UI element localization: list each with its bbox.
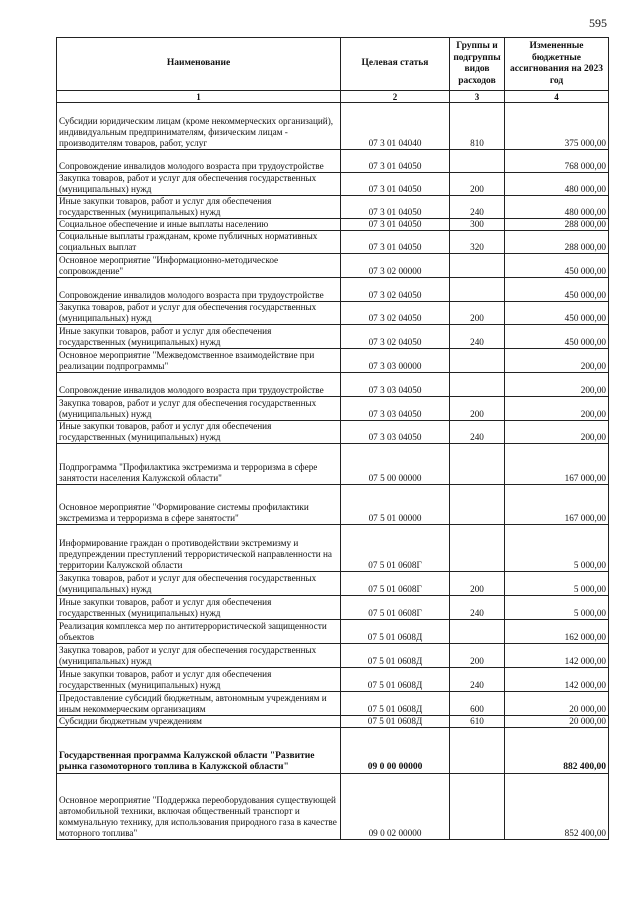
row-name: Иные закупки товаров, работ и услуг для обеспечения государственных (муниципальных) нужд bbox=[57, 196, 341, 219]
row-amount: 167 000,00 bbox=[505, 485, 609, 525]
row-code: 07 5 01 0608Д bbox=[341, 644, 450, 668]
row-code: 07 5 00 00000 bbox=[341, 444, 450, 485]
row-amount: 852 400,00 bbox=[505, 774, 609, 840]
row-amount: 882 400,00 bbox=[505, 728, 609, 774]
table-row bbox=[57, 716, 609, 728]
row-code: 07 3 01 04040 bbox=[341, 103, 450, 150]
budget-table bbox=[56, 37, 609, 840]
row-group: 200 bbox=[450, 572, 505, 596]
row-group bbox=[450, 349, 505, 373]
row-name: Основное мероприятие "Межведомственное взаимодействие при реализации подпрограммы" bbox=[57, 349, 341, 373]
row-amount: 288 000,00 bbox=[505, 219, 609, 231]
row-group: 200 bbox=[450, 644, 505, 668]
row-name: Субсидии юридическим лицам (кроме некоммерческих организаций), индивидуальным предпринимателям, физическим лицам - производителям товаров, работ, услуг bbox=[57, 103, 341, 150]
row-code: 07 3 01 04050 bbox=[341, 196, 450, 219]
table-row bbox=[57, 302, 609, 325]
row-group: 200 bbox=[450, 173, 505, 196]
row-code: 07 3 02 00000 bbox=[341, 254, 450, 278]
row-name: Основное мероприятие "Поддержка переоборудования существующей автомобильной техники, включая общественный транспорт и коммунальную технику, для использования природного газа в качестве моторного топлива" bbox=[57, 774, 341, 840]
row-code: 07 3 01 04050 bbox=[341, 231, 450, 254]
row-amount: 450 000,00 bbox=[505, 278, 609, 302]
page-number: 595 bbox=[589, 16, 607, 30]
row-name: Закупка товаров, работ и услуг для обеспечения государственных (муниципальных) нужд bbox=[57, 644, 341, 668]
table-row bbox=[57, 485, 609, 525]
column-number: 1 bbox=[57, 91, 341, 103]
row-name: Иные закупки товаров, работ и услуг для обеспечения государственных (муниципальных) нужд bbox=[57, 668, 341, 692]
row-group: 200 bbox=[450, 302, 505, 325]
row-code: 07 3 02 04050 bbox=[341, 325, 450, 349]
row-group: 240 bbox=[450, 421, 505, 444]
table-row bbox=[57, 219, 609, 231]
row-amount: 450 000,00 bbox=[505, 302, 609, 325]
row-name: Подпрограмма "Профилактика экстремизма и терроризма в сфере занятости населения Калужской области" bbox=[57, 444, 341, 485]
row-group: 240 bbox=[450, 596, 505, 620]
row-group bbox=[450, 278, 505, 302]
table-row bbox=[57, 572, 609, 596]
header-name: Наименование bbox=[57, 38, 341, 91]
row-amount: 142 000,00 bbox=[505, 644, 609, 668]
row-code: 07 5 01 0608Г bbox=[341, 525, 450, 572]
row-group: 240 bbox=[450, 668, 505, 692]
row-name: Основное мероприятие "Формирование системы профилактики экстремизма и терроризма в сфере занятости" bbox=[57, 485, 341, 525]
row-name: Основное мероприятие "Информационно-методическое сопровождение" bbox=[57, 254, 341, 278]
row-amount: 20 000,00 bbox=[505, 692, 609, 716]
row-code: 07 3 01 04050 bbox=[341, 150, 450, 173]
row-amount: 142 000,00 bbox=[505, 668, 609, 692]
row-group: 810 bbox=[450, 103, 505, 150]
row-amount: 200,00 bbox=[505, 397, 609, 421]
row-amount: 167 000,00 bbox=[505, 444, 609, 485]
row-name: Государственная программа Калужской области "Развитие рынка газомоторного топлива в Калужской области" bbox=[57, 728, 341, 774]
row-code: 07 5 01 0608Г bbox=[341, 596, 450, 620]
row-name: Социальное обеспечение и иные выплаты населению bbox=[57, 219, 341, 231]
row-amount: 450 000,00 bbox=[505, 325, 609, 349]
header-expense-groups: Группы и подгруппы видов расходов bbox=[450, 38, 505, 91]
row-amount: 768 000,00 bbox=[505, 150, 609, 173]
row-name: Сопровождение инвалидов молодого возраста при трудоустройстве bbox=[57, 373, 341, 397]
row-code: 07 3 01 04050 bbox=[341, 219, 450, 231]
table-row bbox=[57, 774, 609, 840]
row-group bbox=[450, 444, 505, 485]
table-row bbox=[57, 278, 609, 302]
row-code: 07 3 03 04050 bbox=[341, 373, 450, 397]
row-name: Субсидии бюджетным учреждениям bbox=[57, 716, 341, 728]
table-row bbox=[57, 596, 609, 620]
row-group bbox=[450, 485, 505, 525]
table-row bbox=[57, 397, 609, 421]
row-amount: 480 000,00 bbox=[505, 173, 609, 196]
table-row bbox=[57, 444, 609, 485]
table-row bbox=[57, 421, 609, 444]
row-amount: 375 000,00 bbox=[505, 103, 609, 150]
column-number-row bbox=[57, 91, 609, 103]
row-amount: 200,00 bbox=[505, 373, 609, 397]
row-group: 240 bbox=[450, 325, 505, 349]
row-name: Закупка товаров, работ и услуг для обеспечения государственных (муниципальных) нужд bbox=[57, 173, 341, 196]
row-group: 320 bbox=[450, 231, 505, 254]
table-row bbox=[57, 325, 609, 349]
row-amount: 480 000,00 bbox=[505, 196, 609, 219]
row-name: Иные закупки товаров, работ и услуг для обеспечения государственных (муниципальных) нужд bbox=[57, 325, 341, 349]
row-code: 07 3 03 04050 bbox=[341, 421, 450, 444]
row-name: Реализация комплекса мер по антитеррористической защищенности объектов bbox=[57, 620, 341, 644]
row-amount: 162 000,00 bbox=[505, 620, 609, 644]
table-row bbox=[57, 231, 609, 254]
row-amount: 5 000,00 bbox=[505, 525, 609, 572]
row-amount: 450 000,00 bbox=[505, 254, 609, 278]
row-code: 07 5 01 00000 bbox=[341, 485, 450, 525]
column-number: 2 bbox=[341, 91, 450, 103]
row-name: Социальные выплаты гражданам, кроме публичных нормативных социальных выплат bbox=[57, 231, 341, 254]
row-group bbox=[450, 373, 505, 397]
table-row-program bbox=[57, 728, 609, 774]
row-code: 07 3 02 04050 bbox=[341, 278, 450, 302]
row-group: 240 bbox=[450, 196, 505, 219]
row-group bbox=[450, 254, 505, 278]
row-group: 610 bbox=[450, 716, 505, 728]
table-row bbox=[57, 103, 609, 150]
column-number: 3 bbox=[450, 91, 505, 103]
row-group: 200 bbox=[450, 397, 505, 421]
row-name: Информирование граждан о противодействии экстремизму и предупреждении преступлений террористической направленности на территории Калужской области bbox=[57, 525, 341, 572]
row-name: Предоставление субсидий бюджетным, автономным учреждениям и иным некоммерческим организациям bbox=[57, 692, 341, 716]
table-row bbox=[57, 349, 609, 373]
row-code: 07 3 03 04050 bbox=[341, 397, 450, 421]
row-amount: 5 000,00 bbox=[505, 596, 609, 620]
table-row bbox=[57, 620, 609, 644]
table-header-row bbox=[57, 38, 609, 91]
row-amount: 20 000,00 bbox=[505, 716, 609, 728]
row-amount: 200,00 bbox=[505, 421, 609, 444]
row-name: Сопровождение инвалидов молодого возраста при трудоустройстве bbox=[57, 150, 341, 173]
row-group bbox=[450, 774, 505, 840]
table-row bbox=[57, 254, 609, 278]
row-group bbox=[450, 525, 505, 572]
table-row bbox=[57, 196, 609, 219]
row-amount: 288 000,00 bbox=[505, 231, 609, 254]
table-row bbox=[57, 173, 609, 196]
row-code: 09 0 02 00000 bbox=[341, 774, 450, 840]
row-name: Закупка товаров, работ и услуг для обеспечения государственных (муниципальных) нужд bbox=[57, 572, 341, 596]
row-code: 07 5 01 0608Д bbox=[341, 620, 450, 644]
row-group: 600 bbox=[450, 692, 505, 716]
row-group: 300 bbox=[450, 219, 505, 231]
row-amount: 5 000,00 bbox=[505, 572, 609, 596]
row-name: Закупка товаров, работ и услуг для обеспечения государственных (муниципальных) нужд bbox=[57, 397, 341, 421]
row-group bbox=[450, 620, 505, 644]
header-target-article: Целевая статья bbox=[341, 38, 450, 91]
row-name: Иные закупки товаров, работ и услуг для обеспечения государственных (муниципальных) нужд bbox=[57, 596, 341, 620]
row-code: 07 5 01 0608Д bbox=[341, 692, 450, 716]
row-code: 07 3 01 04050 bbox=[341, 173, 450, 196]
row-code: 09 0 00 00000 bbox=[341, 728, 450, 774]
row-code: 07 3 03 00000 bbox=[341, 349, 450, 373]
table-row bbox=[57, 525, 609, 572]
row-name: Иные закупки товаров, работ и услуг для обеспечения государственных (муниципальных) нужд bbox=[57, 421, 341, 444]
table-row bbox=[57, 692, 609, 716]
row-name: Сопровождение инвалидов молодого возраста при трудоустройстве bbox=[57, 278, 341, 302]
table-row bbox=[57, 644, 609, 668]
row-code: 07 5 01 0608Г bbox=[341, 572, 450, 596]
row-code: 07 5 01 0608Д bbox=[341, 668, 450, 692]
table-row bbox=[57, 373, 609, 397]
row-group bbox=[450, 150, 505, 173]
column-number: 4 bbox=[505, 91, 609, 103]
table-row bbox=[57, 668, 609, 692]
header-amount: Измененные бюджетные ассигнования на 2023 год bbox=[505, 38, 609, 91]
row-group bbox=[450, 728, 505, 774]
row-code: 07 5 01 0608Д bbox=[341, 716, 450, 728]
row-amount: 200,00 bbox=[505, 349, 609, 373]
row-code: 07 3 02 04050 bbox=[341, 302, 450, 325]
table-row bbox=[57, 150, 609, 173]
row-name: Закупка товаров, работ и услуг для обеспечения государственных (муниципальных) нужд bbox=[57, 302, 341, 325]
